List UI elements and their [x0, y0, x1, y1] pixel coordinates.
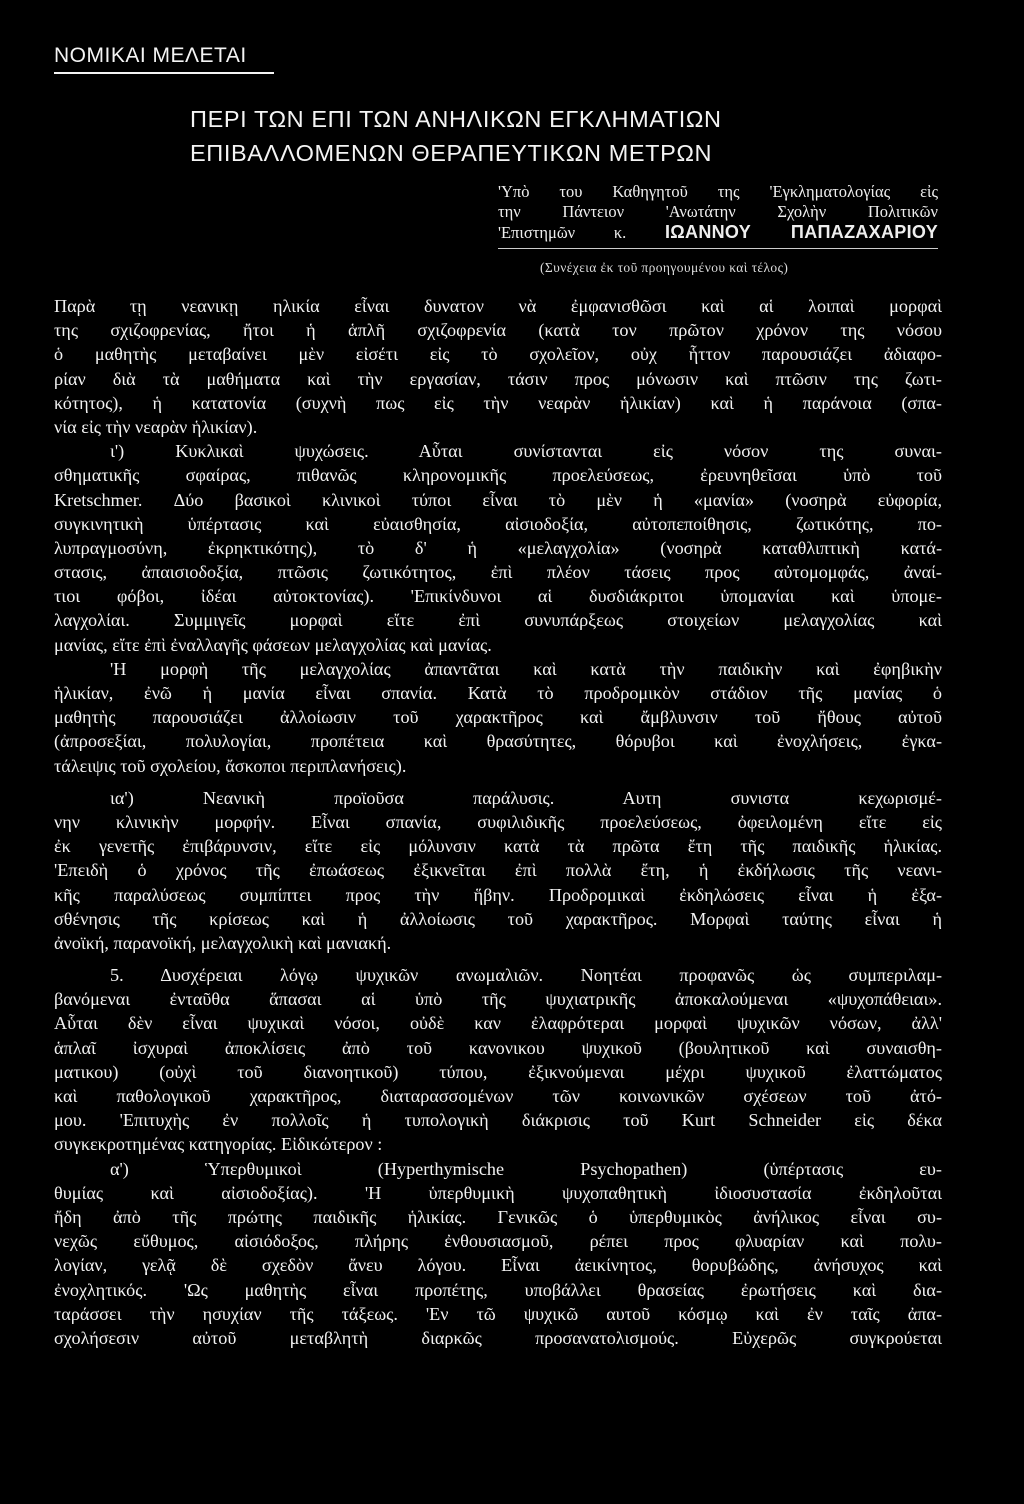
article-title-line-2: ΕΠΙΒΑΛΛΟΜΕΝΩΝ ΘΕΡΑΠΕΥΤΙΚΩΝ ΜΕΤΡΩΝ	[190, 140, 713, 166]
body-line: Παρὰ τῃ νεανικῃ ηλικία εἶναι δυνατον νὰ ἐμφανισθῶσι καὶ αἱ λοιπαὶ μορφαὶ	[54, 296, 942, 316]
body-line: 'Επειδὴ ὁ χρόνος τῆς ἐπωάσεως ἐξικνεῖται ἐπὶ πολλὰ ἔτη, ἡ ἐκδήλωσις τῆς νεανι-	[54, 860, 942, 881]
body-line: μαθητὴς παρουσιάζει ἀλλοίωσιν τοῦ χαρακτῆρος καὶ ἄμβλυνσιν τοῦ ἤθους αὐτοῦ	[54, 707, 942, 728]
body-line: σθένησις τῆς κρίσεως καὶ ἡ ἀλλοίωσις τοῦ χαρακτῆρος. Μορφαὶ ταύτης εἶναι ἡ	[54, 908, 942, 929]
section-label: ΝΟΜΙΚΑΙ ΜΕΛΕΤΑΙ	[54, 44, 247, 67]
body-line: τιοι φόβοι, ἰδέαι αὐτοκτονίας). 'Επικίνδυνοι αἱ δυσδιάκριτοι ὑπομανίαι καὶ ὑπομε-	[54, 586, 942, 607]
body-line: σθηματικῆς σφαίρας, πιθανῶς κληρονομικῆς προελεύσεως, ἐρευνηθεῖσαι ὑπὸ τοῦ	[54, 465, 942, 486]
body-line: κῆς παραλύσεως συμπίπτει προς τὴν ἥβην. Προδρομικαὶ ἐκδηλώσεις εἶναι ἡ ἐξα-	[54, 884, 942, 905]
author-affiliation-line-3	[498, 222, 938, 243]
body-line: ρίαν διὰ τὰ μαθήματα καὶ τὴν εργασίαν, τάσιν προς μόνωσιν καὶ πτῶσιν της ζωτι-	[54, 368, 942, 389]
body-line: ἡλικίαν, ἐνῶ ἡ μανία εἶναι σπανία. Κατὰ τὸ προδρομικὸν στάδιον τῆς μανίας ὁ	[54, 683, 942, 703]
body-line: σχολήσεσιν αὐτοῦ μεταβλητὴ διαρκῶς προσανατολισμούς. Εὐχερῶς συγκρούεται	[54, 1327, 942, 1348]
continuation-note: (Συνέχεια ἐκ τοῦ προηγουμένου καὶ τέλος)	[540, 260, 789, 275]
body-line: λογίαν, γελᾷ δὲ σχεδὸν ἄνευ λόγου. Εἶναι ἀεικίνητος, θορυβώδης, ἀνήσυχος καὶ	[54, 1255, 942, 1276]
body-line: 5. Δυσχέρειαι λόγῳ ψυχικῶν ανωμαλιῶν. Νοητέαι προφανῶς ὡς συμπεριλαμ-	[110, 965, 942, 986]
body-line: στασις, ἀπαισιοδοξία, πτῶσις ζωτικότητος, ἐπὶ πλέον τάσεις προς αὐτομομφάς, ἀναί-	[54, 562, 942, 583]
body-line: ἀνοϊκή, παρανοϊκή, μελαγχολικὴ καὶ μανιακή.	[54, 932, 392, 953]
body-line: ι') Κυκλικαὶ ψυχώσεις. Αὗται συνίστανται εἰς νόσον της συναι-	[110, 441, 942, 462]
body-line: κότητος), ἡ κατατονία (συχνὴ πως εἰς τὴν νεαρὰν ἡλικίαν) καὶ ἡ παράνοια (σπα-	[54, 392, 942, 413]
body-line: (ἀπροσεξίαι, πολυλογίαι, προπέτεια καὶ θρασύτητες, θόρυβοι καὶ ἐνοχλήσεις, ἐγκα-	[54, 731, 942, 752]
body-line: ἁπλαῖ ἰσχυραὶ ἀποκλίσεις ἀπὸ τοῦ κανονικου ψυχικοῦ (βουλητικοῦ καὶ συναισθη-	[54, 1037, 942, 1058]
section-label-underline	[54, 72, 274, 75]
body-line: νην κλινικὴν μορφήν. Εἶναι σπανία, συφιλιδικῆς προελεύσεως, ὀφειλομένη εἴτε εἰς	[54, 811, 942, 832]
body-line: της σχιζοφρενίας, ἤτοι ἡ ἁπλῆ σχιζοφρενία (κατὰ τον πρῶτον χρόνον της νόσου	[54, 320, 942, 341]
body-line: 'Η μορφὴ τῆς μελαγχολίας ἀπαντᾶται καὶ κατὰ τὴν παιδικὴν καὶ ἐφηβικὴν	[110, 658, 942, 679]
body-line: θυμίας καὶ αἰσιοδοξίας). 'Η ὑπερθυμικὴ ψυχοπαθητικὴ ἰδιοσυστασία ἐκδηλοῦται	[54, 1182, 942, 1203]
author-affiliation-line-1: 'Υπὸ του Καθηγητοῦ της 'Εγκληματολογίας εἰς	[498, 182, 938, 201]
author-affiliation-line-2: την Πάντειον 'Ανωτάτην Σχολὴν Πολιτικῶν	[498, 202, 938, 221]
body-line: συγκεκροτημένας κατηγορίας. Εἰδικώτερον :	[54, 1134, 383, 1155]
body-line: ταράσσει τὴν ησυχίαν τῆς τάξεως. 'Εν τῶ ψυχικῶ αυτοῦ κόσμῳ καὶ ἐν ταῖς ἀπα-	[54, 1303, 942, 1324]
author-name: ΙΩΑΝΝΟΥ ΠΑΠΑΖΑΧΑΡΙΟΥ	[664, 222, 938, 242]
article-body	[54, 294, 942, 1350]
article-title-line-1: ΠΕΡΙ ΤΩΝ ΕΠΙ ΤΩΝ ΑΝΗΛΙΚΩΝ ΕΓΚΛΗΜΑΤΙΩΝ	[190, 106, 722, 132]
body-line: μανίας, εἴτε ἐπὶ ἐναλλαγῆς φάσεων μελαγχολίας καὶ μανίας.	[54, 634, 492, 655]
body-line: ἤδη ἀπὸ τῆς πρώτης παιδικῆς ἡλικίας. Γενικῶς ὁ ὑπερθυμικὸς ἀνήλικος εἶναι συ-	[54, 1206, 942, 1227]
body-line: ἐνοχλητικός. 'Ως μαθητὴς εἶναι προπέτης, υποβάλλει θρασείας ἐρωτήσεις καὶ δια-	[54, 1279, 942, 1300]
body-line: νία εἰς τὴν νεαρὰν ἡλικίαν).	[54, 416, 258, 437]
body-line: τάλειψις τοῦ σχολείου, ἄσκοποι περιπλανήσεις).	[54, 755, 407, 776]
body-line: α') Ὑπερθυμικοὶ (Hyperthymische Psychopathen) (ὑπέρτασις ευ-	[110, 1158, 942, 1179]
body-line: ματικου) (οὐχὶ τοῦ διανοητικοῦ) τύπου, ἐξικνούμεναι μέχρι ψυχικοῦ ἐλαττώματος	[54, 1061, 942, 1082]
body-line: Αὗται δὲν εἶναι ψυχικαὶ νόσοι, οὐδὲ καν ἐλαφρότεραι μορφαὶ ψυχικῶν νόσων, ἀλλ'	[54, 1013, 942, 1034]
body-line: συγκινητικὴ ὑπέρτασις καὶ εὐαισθησία, αἰσιοδοξία, αὐτοπεποίθησις, ζωτικότης, πο-	[54, 513, 942, 534]
body-line: βανόμεναι ἐνταῦθα ἅπασαι αἱ ὑπὸ τῆς ψυχιατρικῆς ἀποκαλούμεναι «ψυχοπάθειαι».	[54, 989, 942, 1010]
body-line: λυπραγμοσύνη, ἐκρηκτικότης), τὸ δ' ἡ «μελαγχολία» (νοσηρὰ καταθλιπτικὴ κατά-	[54, 537, 942, 558]
author-prefix: 'Επιστημῶν κ.	[498, 223, 627, 242]
body-line: ἐκ γενετῆς ἐπιβάρυνσιν, εἴτε εἰς μόλυνσιν κατὰ τὰ πρῶτα ἔτη τῆς παιδικῆς ἡλικίας.	[54, 836, 942, 857]
body-line: λαγχολίαι. Συμμιγεῖς μορφαὶ εἴτε ἐπὶ συνυπάρξεως στοιχείων μελαγχολίας καὶ	[54, 610, 942, 631]
body-line: ια') Νεανικὴ προϊοῦσα παράλυσις. Αυτη συνιστα κεχωρισμέ-	[110, 787, 942, 808]
body-line: ὁ μαθητὴς μεταβαίνει μὲν εἰσέτι εἰς τὸ σχολεῖον, οὐχ ἧττον παρουσιάζει ἀδιαφο-	[54, 344, 942, 365]
body-line: καὶ παθολογικοῦ χαρακτῆρος, διαταρασσομένων τῶν κοινωνικῶν σχέσεων τοῦ ἀτό-	[54, 1086, 942, 1106]
body-line: νεχῶς εὔθυμος, αἰσιόδοξος, πλήρης ἐνθουσιασμοῦ, ρέπει προς φλυαρίαν καὶ πολυ-	[54, 1231, 942, 1252]
author-rule	[498, 248, 938, 251]
body-line: Kretschmer. Δύο βασικοὶ κλινικοὶ τύποι εἶναι τὸ μὲν ἡ «μανία» (νοσηρὰ εὐφορία,	[54, 489, 942, 510]
author-block	[498, 182, 938, 243]
body-line: μου. 'Επιτυχὴς ἐν πολλοῖς ἡ τυπολογικὴ διάκρισις τοῦ Kurt Schneider εἰς δέκα	[54, 1110, 942, 1131]
article-title	[190, 102, 950, 170]
